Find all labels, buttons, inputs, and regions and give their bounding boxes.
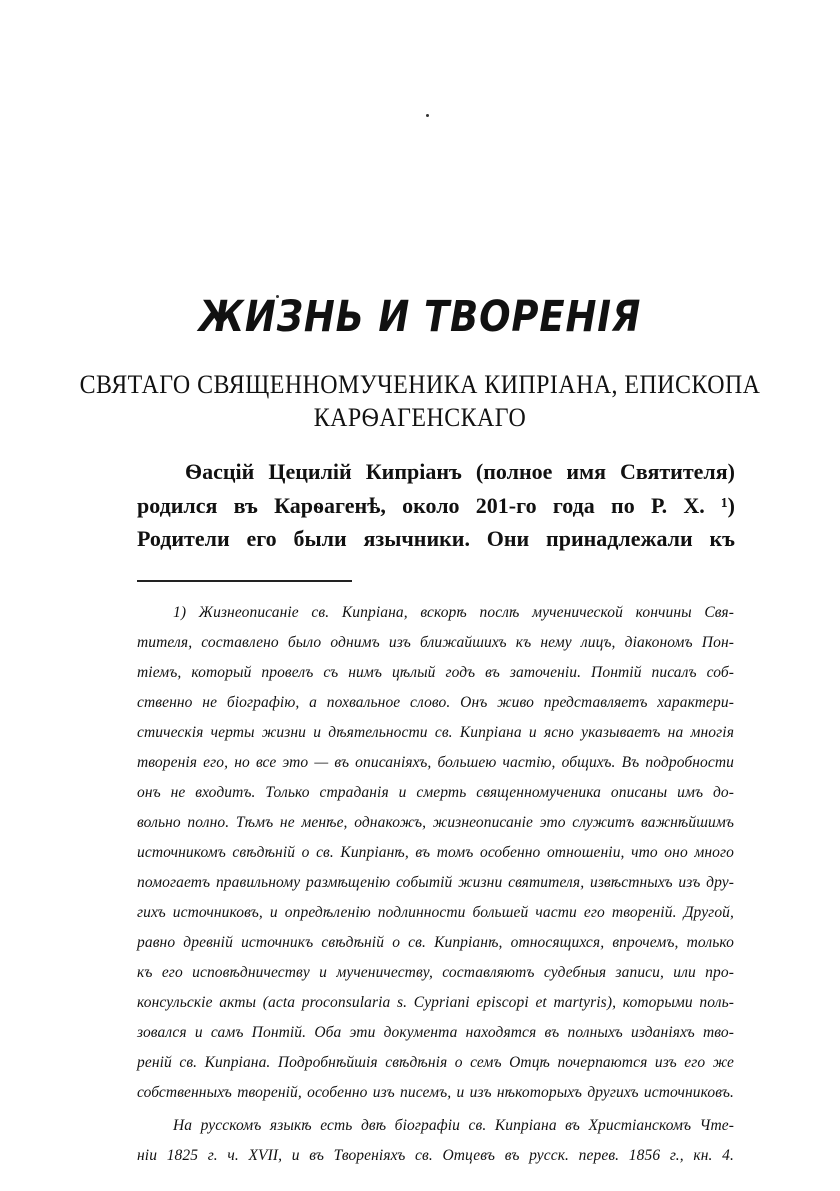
footnote-line: источникомъ свѣдѣній о св. Кипріанѣ, въ томъ особенно отношеніи, что оно много (137, 844, 734, 861)
chapter-title: ЖИЗНЬ И ТВОРЕНІЯ (198, 292, 642, 342)
footnote-line: стическія черты жизни и дѣятельности св. Кипріана и ясно указываетъ на многія (137, 724, 734, 741)
footnote-line: тителя, составлено было однимъ изъ ближайшихъ къ нему лицъ, діакономъ Пон- (137, 634, 734, 651)
footnote-line: консульскіе акты (acta proconsularia s. Cypriani episcopi et martyris), которыми поль- (137, 994, 734, 1011)
footnote-separator (137, 580, 352, 582)
footnote-line: онъ не входитъ. Только страданія и смерть священномученика описаны имъ до- (137, 784, 734, 801)
footnote-line: зовался и самъ Понтій. Оба эти документа находятся въ полныхъ изданіяхъ тво- (137, 1024, 734, 1041)
body-text-line: Родители его были язычники. Они принадлежали къ (137, 526, 735, 551)
footnote-line: На русскомъ языкѣ есть двѣ біографіи св. Кипріана въ Христіанскомъ Чте- (173, 1117, 734, 1134)
footnote-line: реній св. Кипріана. Подробнѣйшія свѣдѣнія о семъ Отцѣ почерпаются изъ его же (137, 1054, 734, 1071)
body-text-line: Ѳасцій Цецилій Кипріанъ (полное имя Святителя) (185, 459, 735, 484)
footnote-line: 1) Жизнеописаніе св. Кипріана, вскорѣ послѣ мученической кончины Свя- (173, 604, 734, 621)
footnote-line: творенія его, но все это — въ описаніяхъ, большею частію, общихъ. Въ подробности (137, 754, 734, 771)
footnote-line: помогаетъ правильному размѣщенію событій жизни святителя, извѣстныхъ изъ дру- (137, 874, 734, 891)
chapter-subtitle-line-1: СВЯТАГО СВЯЩЕННОМУЧЕНИКА КИПРІАНА, ЕПИСКОПА (79, 370, 761, 399)
footnote-line: ніи 1825 г. ч. XVII, и въ Твореніяхъ св. Отцевъ въ русск. перев. 1856 г., кн. 4. (137, 1147, 734, 1164)
footnote-line: равно древній источникъ свѣдѣній о св. Кипріанѣ, относящихся, впрочемъ, только (137, 934, 734, 951)
footnote-line: тіемъ, который провелъ съ нимъ цѣлый годъ въ заточеніи. Понтій писалъ соб- (137, 664, 734, 681)
footnote-line: къ его исповѣдничеству и мученичеству, составляютъ судебныя записи, или про- (137, 964, 734, 981)
chapter-subtitle-line-2: КАРѲАГЕНСКАГО (313, 403, 527, 432)
footnote-line: собственныхъ твореній, особенно изъ писемъ, и изъ нѣкоторыхъ другихъ источниковъ. (137, 1084, 734, 1101)
body-text-line: родился въ Карѳагенѣ, около 201-го года по Р. Х. ¹) (137, 493, 735, 518)
footnote-line: ственно не біографію, а похвальное слово. Онъ живо представляетъ характери- (137, 694, 734, 711)
footnote-line: вольно полно. Тѣмъ не менѣе, однакожъ, жизнеописаніе это служитъ важнѣйшимъ (137, 814, 734, 831)
footnote-line: гихъ источниковъ, и опредѣленію подлинности большей части его твореній. Другой, (137, 904, 734, 921)
page-speck (426, 114, 429, 117)
